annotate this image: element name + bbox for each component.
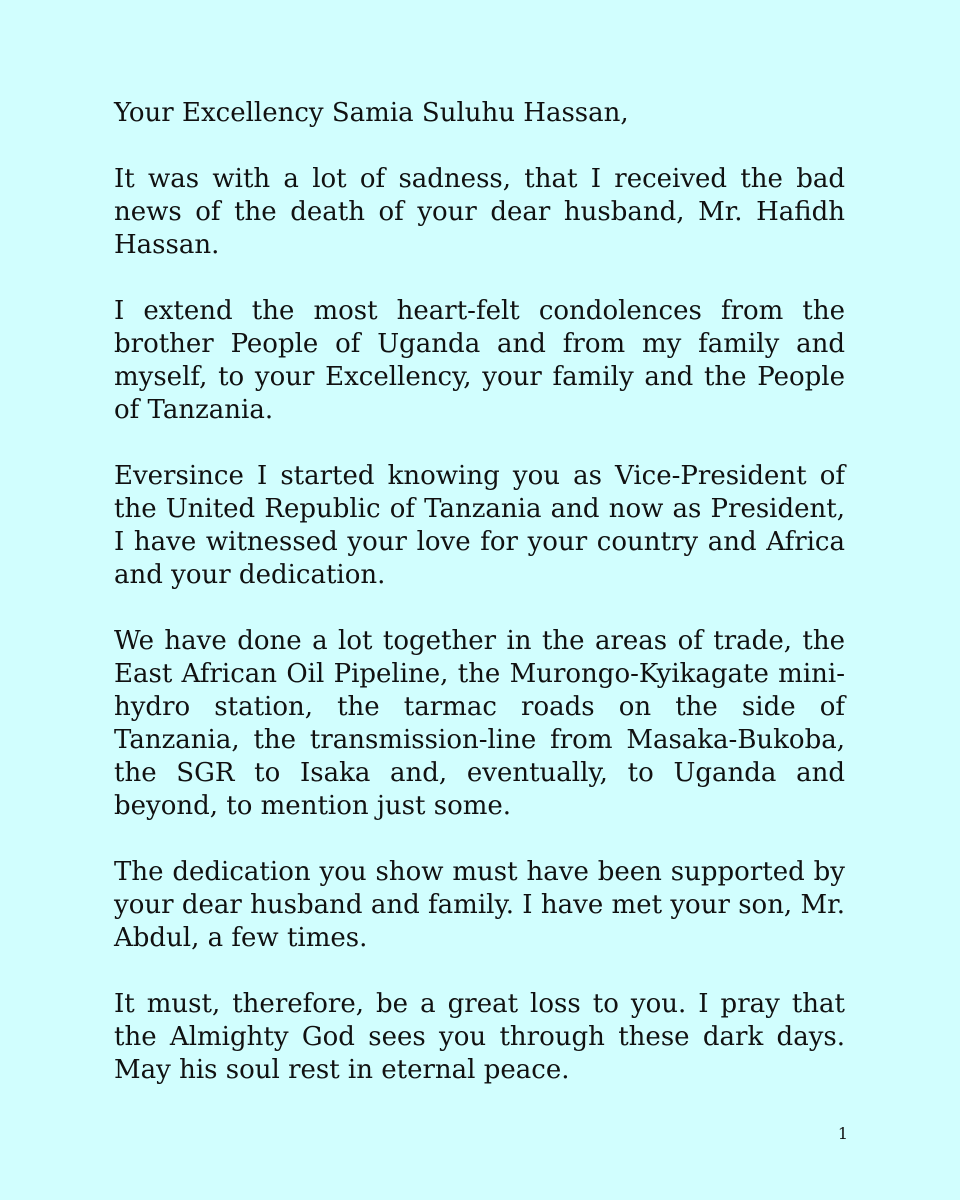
paragraph-projects: We have done a lot together in the areas of trade, the East African Oil Pipeline, the Murongo-Kyikagate mini-hydro station, the tarmac roads on the side of Tanzania, the transmission-line from Masaka-Bukoba, the SGR to Isaka and, eventually, to Uganda and beyond, to mention just some. bbox=[114, 626, 845, 821]
letter-body bbox=[114, 97, 845, 1087]
paragraph-sadness: It was with a lot of sadness, that I received the bad news of the death of your dear husband, Mr. Hafidh Hassan. bbox=[114, 164, 845, 260]
page-number: 1 bbox=[837, 1124, 848, 1143]
paragraph-condolences: I extend the most heart-felt condolences from the brother People of Uganda and from my family and myself, to your Excellency, your family and the People of Tanzania. bbox=[114, 296, 845, 425]
paragraph-vice-president: Eversince I started knowing you as Vice-President of the United Republic of Tanzania and now as President, I have witnessed your love for your country and Africa and your dedication. bbox=[114, 461, 845, 590]
paragraph-dedication: The dedication you show must have been supported by your dear husband and family. I have met your son, Mr. Abdul, a few times. bbox=[114, 857, 845, 953]
salutation: Your Excellency Samia Suluhu Hassan, bbox=[114, 98, 629, 128]
paragraph-prayer: It must, therefore, be a great loss to you. I pray that the Almighty God sees you through these dark days. May his soul rest in eternal peace. bbox=[114, 989, 845, 1085]
